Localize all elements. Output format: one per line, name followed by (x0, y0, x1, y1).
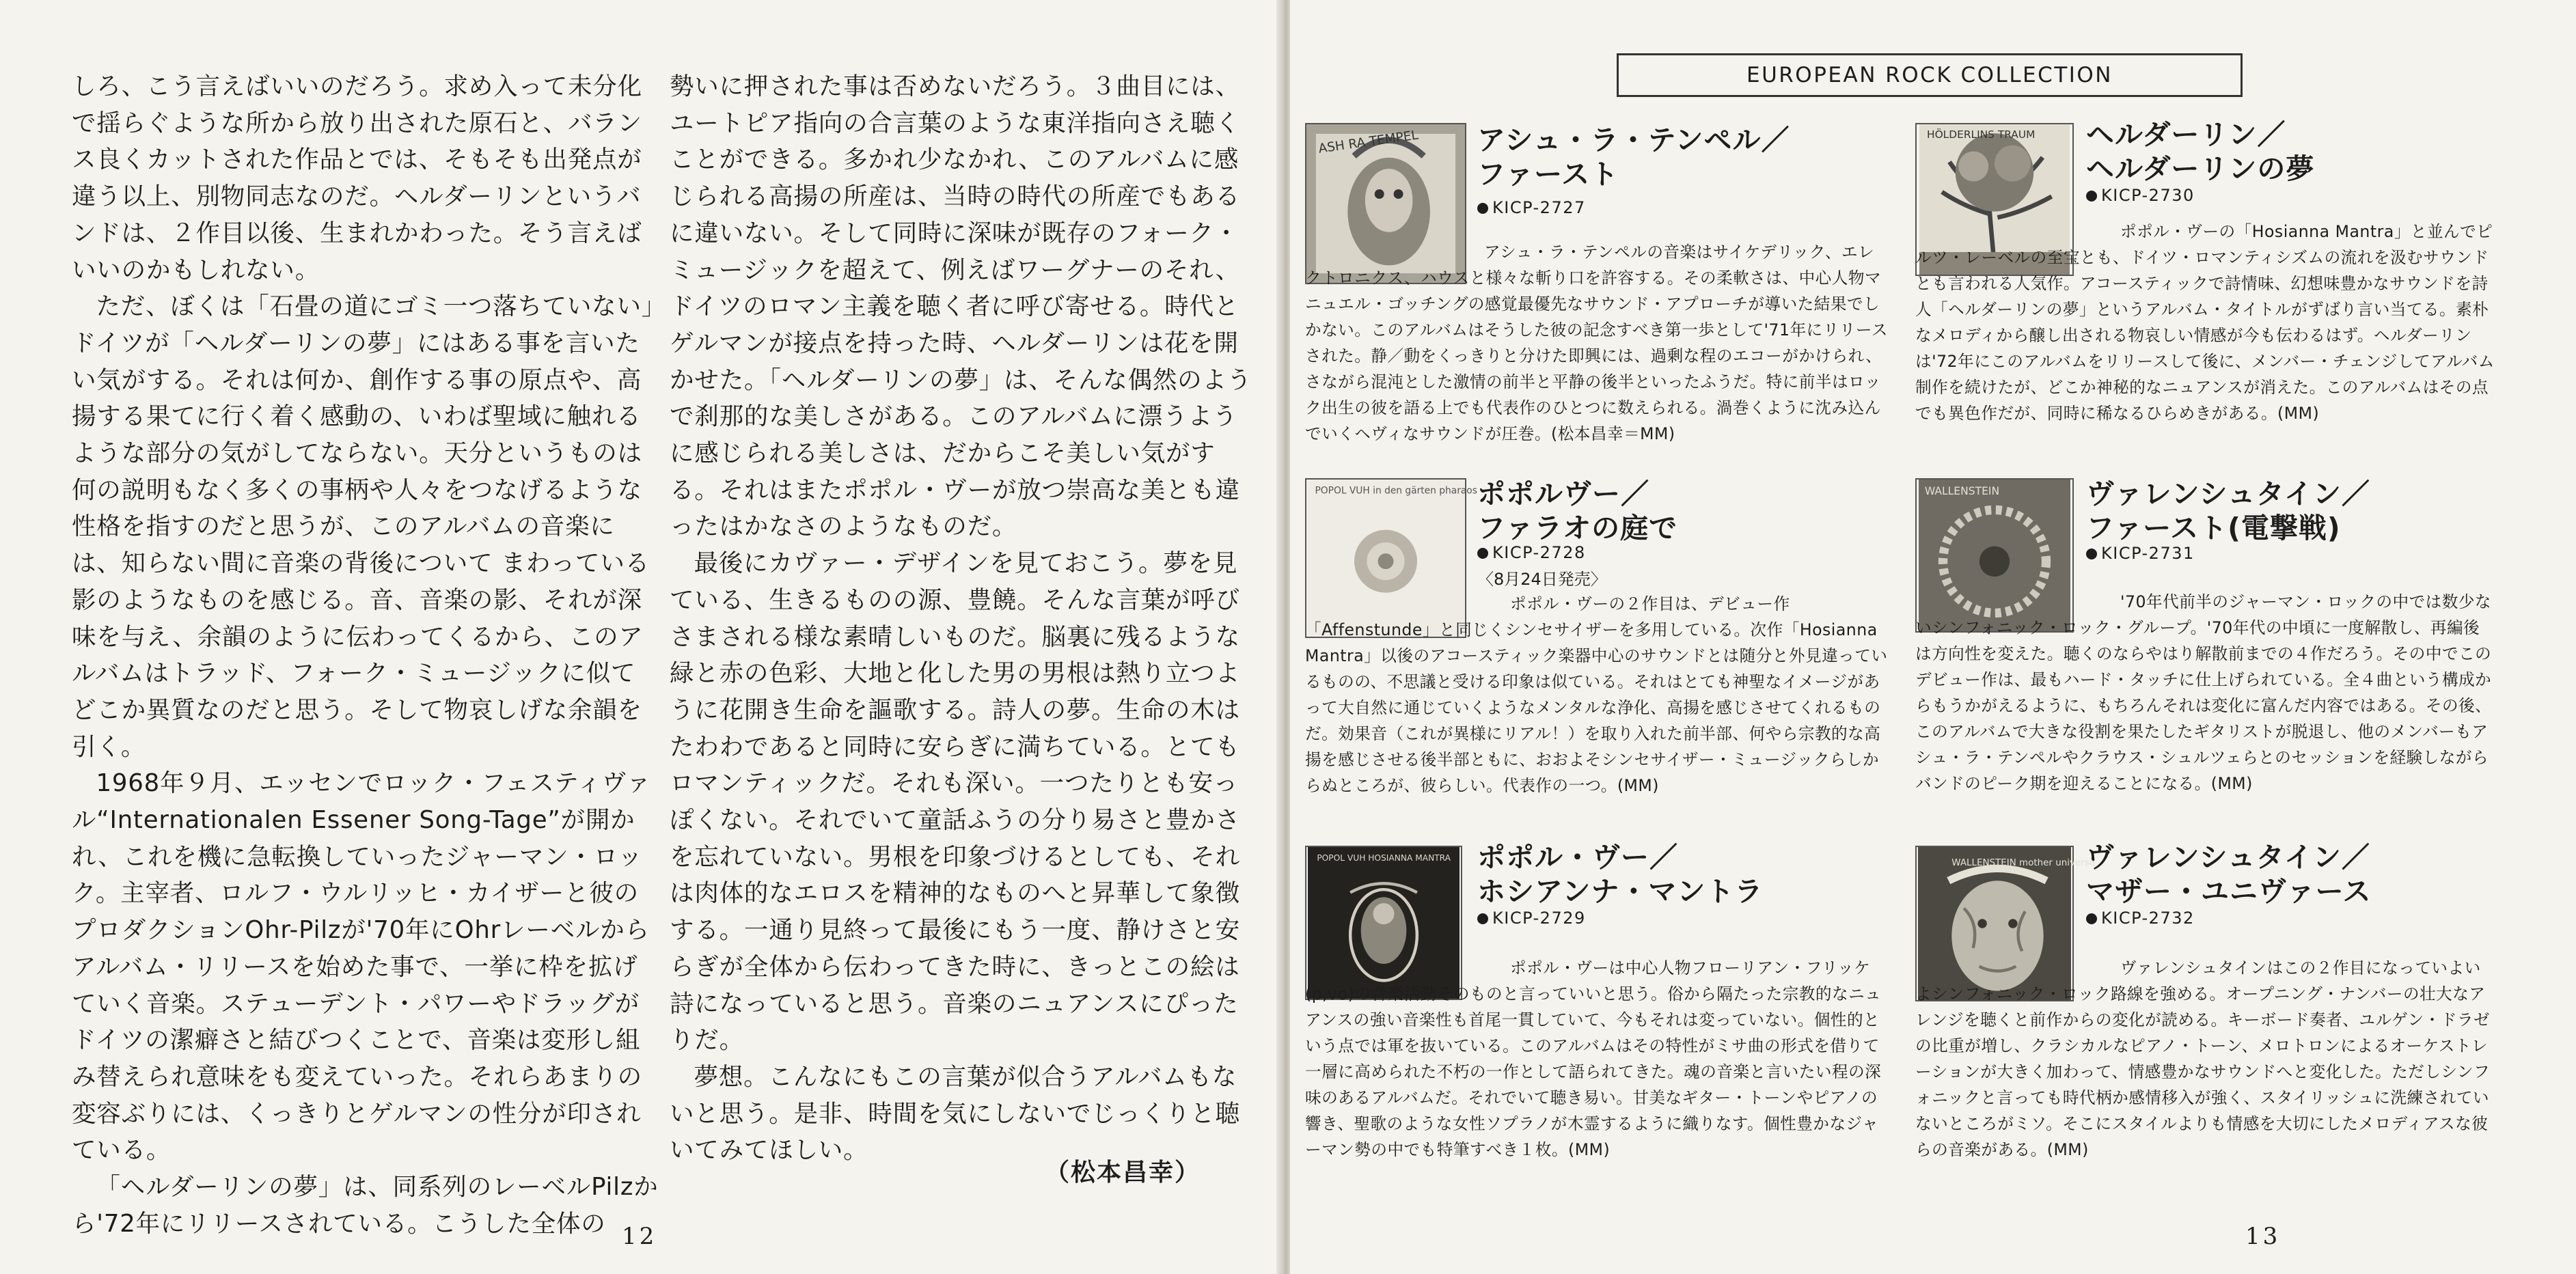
catalog-number: KICP-2728 (1477, 543, 1586, 562)
album-review (1305, 955, 1889, 1163)
title-line: ファースト (1477, 158, 1619, 191)
cover-text: POPOL VUH HOSIANNA MANTRA (1317, 853, 1451, 863)
album-review (1305, 239, 1889, 447)
album-entry (1915, 841, 2506, 1208)
review-text: ポポル・ヴーの「Hosianna Mantra」と並んでピルツ・レーベルの至宝とも、ドイツ・ロマンティシズムの流れを汲むサウンドとも言われる人気作。アコースティックで詩情味、幻想味豊かなサウンドを詩人「ヘルダーリンの夢」というアルバム・タイトルがずばり言い当てる。素朴なメロディから醸し出される物哀しい情感が今も伝わるはず。ヘルダーリンは'72年にこのアルバムをリリースして後に、メンバー・チェンジしてアルバム制作を続けたが、どこか神秘的なニュアンスが消えた。このアルバムはその点でも異色作だが、同時に稀なるひらめきがある。(MM) (1915, 222, 2495, 423)
release-date: 〈8月24日発売〉 (1477, 570, 1607, 589)
title-line: ファースト(電撃戦) (2086, 512, 2341, 544)
article-column-1 (72, 68, 659, 1243)
article-column-2 (670, 68, 1257, 1169)
catalog-number: KICP-2732 (2086, 909, 2195, 928)
catalog-number: KICP-2731 (2086, 544, 2195, 563)
bullet-icon (2086, 549, 2097, 559)
album-title (2086, 477, 2370, 545)
review-text: ポポル・ヴーの２作目は、デビュー作「Affenstunde」と同じくシンセサイザーを多用している。次作「Hosianna Mantra」以後のアコースティック楽器中心のサウンドとは随分と外見違っているものの、不思議と受ける印象は似ている。それはとても神聖なイメージがあって大自然に通じていくようなメンタルな浄化、高揚を感じさせてくれるものだ。効果音（これが異様にリアル！）を取り入れた前半部、何やら宗教的な高揚を感じさせる後半部ともに、おおよそシンセサイザー・ミュージックらしからぬところが、彼らしい。代表作の一つ。(MM) (1305, 594, 1888, 795)
title-line: ヴァレンシュタイン／ (2086, 477, 2370, 510)
paragraph: しろ、こう言えばいいのだろう。求め入って未分化で揺らぐような所から放り出された原石と、バランス良くカットされた作品とでは、そもそも出発点が違う以上、別物同志なのだ。ヘルダーリンというバンドは、２作目以後、生まれかわった。そう言えばいいのかもしれない。 (72, 72, 642, 284)
album-review (1915, 589, 2496, 797)
catalog-number: KICP-2727 (1477, 198, 1586, 217)
album-entry (1305, 123, 1906, 478)
left-page (0, 0, 1281, 1274)
album-title (2086, 840, 2372, 909)
bullet-icon (1477, 548, 1488, 559)
album-title (1477, 840, 1763, 909)
cover-text: POPOL VUH in den gärten pharaos (1315, 485, 1477, 497)
review-text: ヴァレンシュタインはこの２作目になっていよいよシンフォニック・ロック路線を強める。オープニング・ナンバーの壮大なアレンジを聴くと前作からの変化が読める。キーボード奏者、ユルゲン・ドラゼの比重が増し、クラシカルなピアノ・トーン、メロトロンによるオーケストレーションが大きく加わって、情感豊かなサウンドへと変化した。ただしシンフォニックと言っても時代柄か感情移入が強く、スタイリッシュに洗練されていないところがミソ。そこにスタイルよりも情感を大切にしたメロディアスな彼らの音楽がある。(MM) (1915, 958, 2491, 1159)
series-banner: EUROPEAN ROCK COLLECTION (1617, 53, 2243, 97)
bullet-icon (2086, 191, 2097, 202)
page-number: 13 (2245, 1223, 2281, 1250)
review-text: ポポル・ヴーは中心人物フローリアン・フリッケ(p,vo)の音楽活動そのものと言っていいと思う。俗から隔たった宗教的なニュアンスの強い音楽性も首尾一貫していて、今もそれは変っていない。個性的という点では軍を抜いている。このアルバムはその特性がミサ曲の形式を借りて一層に高められた不朽の一作として語られてきた。魂の音楽と言いたい程の深味のあるアルバムだ。それでいて聴き易い。甘美なギター・トーンやピアノの響き、聖歌のような女性ソプラノが木霊するように織りなす。個性豊かなジャーマン勢の中でも特筆すべき１枚。(MM) (1305, 958, 1882, 1159)
album-review (1915, 219, 2496, 426)
album-entry (1915, 118, 2506, 478)
album-review (1305, 591, 1889, 799)
bullet-icon (1477, 203, 1488, 214)
title-line: ヴァレンシュタイン／ (2086, 841, 2370, 874)
review-text: '70年代前半のジャーマン・ロックの中では数少ないシンフォニック・ロック・グループ。'70年代の中頃に一度解散し、再編後は方向性を変えた。聴くのならやはり解散前までの４作だろう。その中でこのデビュー作は、最もハード・タッチに仕上げられている。全４曲という構成からもうかがえるように、もちろんそれは変化に富んだ内容ではある。その後、このアルバムで大きな役割を果たしたギタリストが脱退し、他のメンバーもアシュ・ラ・テンペルやクラウス・シュルツェらとのセッションを経験しながらバンドのピーク期を迎えることになる。(MM) (1915, 592, 2492, 793)
title-line: ポポルヴー／ (1477, 477, 1649, 510)
album-review (1915, 955, 2496, 1163)
cover-text: ASH RA TEMPEL (1317, 128, 1420, 156)
cover-text: WALLENSTEIN mother universe (1951, 857, 2095, 868)
title-line: ヘルダーリン／ (2086, 118, 2286, 151)
catalog-number: KICP-2729 (1477, 909, 1586, 928)
title-line: マザー・ユニヴァース (2086, 875, 2372, 908)
bullet-icon (2086, 913, 2097, 924)
paragraph: 「ヘルダーリンの夢」は、同系列のレーベルPilzから'72年にリリースされている。こうした全体の (72, 1173, 659, 1238)
page-number: 12 (622, 1223, 657, 1250)
paragraph: 最後にカヴァー・デザインを見ておこう。夢を見ている、生きるものの源、豊饒。そんな言葉が呼びさまされる様な素晴しいものだ。脳裏に残るような緑と赤の色彩、大地と化した男の男根は熱り立つように花開き生命を謳歌する。詩人の夢。生命の木はたわわであると同時に安らぎに満ちている。とてもロマンティックだ。それも深い。一つたりとも安っぽくない。それでいて童話ふうの分り易さと豊かさを忘れていない。男根を印象づけるとしても、それは肉体的なエロスを精神的なものへと昇華して象徴する。一通り見終って最後にもう一度、静けさと安らぎが全体から伝わってきた時に、きっとこの絵は詩になっていると思う。音楽のニュアンスにぴったりだ。 (670, 549, 1240, 1055)
album-title (1477, 123, 1790, 191)
album-title (1477, 477, 1677, 545)
cover-text: HÖLDERLINS TRAUM (1927, 128, 2036, 141)
right-page (1290, 0, 2576, 1274)
catalog-number: KICP-2730 (2086, 186, 2195, 205)
author-signature: （松本昌幸） (1044, 1159, 1201, 1187)
album-title (2086, 117, 2314, 186)
album-entry (1305, 841, 1906, 1208)
album-entry (1915, 478, 2506, 833)
paragraph: ただ、ぼくは「石畳の道にゴミ一つ落ちていない」ドイツが「ヘルダーリンの夢」にはある事を言いたい気がする。それは何か、創作する事の原点や、高揚する果てに行く着く感動の、いわば聖域に触れるような部分の気がしてならない。天分というものは何の説明もなく多くの事柄や人々をつなげるような性格を指すのだと思うが、このアルバムの音楽には、知らない間に音楽の背後について まわっている影のようなものを感じる。音、音楽の影、それが深味を与え、余韻のように伝わってくるから、このアルバムはトラッド、フォーク・ミュージックに似てどこか異質なのだと思う。そして物哀しげな余韻を引く。 (72, 292, 655, 761)
cover-text: WALLENSTEIN (1924, 485, 2000, 498)
title-line: ポポル・ヴー／ (1477, 841, 1678, 874)
paragraph: 夢想。こんなにもこの言葉が似合うアルバムもないと思う。是非、時間を気にしないでじっくりと聴いてみてほしい。 (670, 1062, 1240, 1165)
paragraph: 勢いに押された事は否めないだろう。３曲目には、ユートピア指向の合言葉のような東洋指向さえ聴くことができる。多かれ少なかれ、このアルバムに感じられる高揚の所産は、当時の時代の所産でもあるに違いない。そして同時に深味が既存のフォーク・ミュージックを超えて、例えばワーグナーのそれ、ドイツのロマン主義を聴く者に呼び寄せる。時代とゲルマンが接点を持った時、ヘルダーリンは花を開かせた。「ヘルダーリンの夢」は、そんな偶然のようで刹那的な美しさがある。このアルバムに漂うように感じられる美しさは、だからこそ美しい気がする。それはまたポポル・ヴーが放つ崇高な美とも違ったはかなさのようなものだ。 (670, 72, 1252, 541)
paragraph: 1968年９月、エッセンでロック・フェスティヴァル“Internationalen Essener Song-Tage”が開かれ、これを機に急転換していったジャーマン・ロック。主宰者、ロルフ・ウルリッヒ・カイザーと彼のプロダクションOhr-Pilzが'70年にOhrレーベルからアルバム・リリースを始めた事で、一挙に枠を拡げていく音楽。ステューデント・パワーやドラッグがドイツの潔癖さと結びつくことで、音楽は変形し組み替えられ意味をも変えていった。それらあまりの変容ぶりには、くっきりとゲルマンの性分が印されている。 (72, 769, 651, 1165)
title-line: ファラオの庭で (1477, 512, 1678, 544)
bullet-icon (1477, 913, 1488, 924)
title-line: アシュ・ラ・テンペル／ (1477, 124, 1790, 156)
title-line: ホシアンナ・マントラ (1477, 875, 1764, 908)
album-entry (1305, 478, 1906, 833)
review-text: アシュ・ラ・テンペルの音楽はサイケデリック、エレクトロニクス、ハウスと様々な斬り口を許容する。その柔軟さは、中心人物マニュエル・ゴッチングの感覚最優先なサウンド・アプローチが導いた結果でしかない。このアルバムはそうした彼の記念すべき第一歩として'71年にリリースされた。静／動をくっきりと分けた即興には、過剰な程のエコーがかけられ、さながら混沌とした激情の前半と平静の後半といったふうだ。特に前半はロック出生の彼を語る上でも代表作のひとつに数えられる。渦巻くように沈み込んでいくヘヴィなサウンドが圧巻。(松本昌幸＝MM) (1305, 243, 1888, 443)
title-line: ヘルダーリンの夢 (2086, 152, 2315, 185)
